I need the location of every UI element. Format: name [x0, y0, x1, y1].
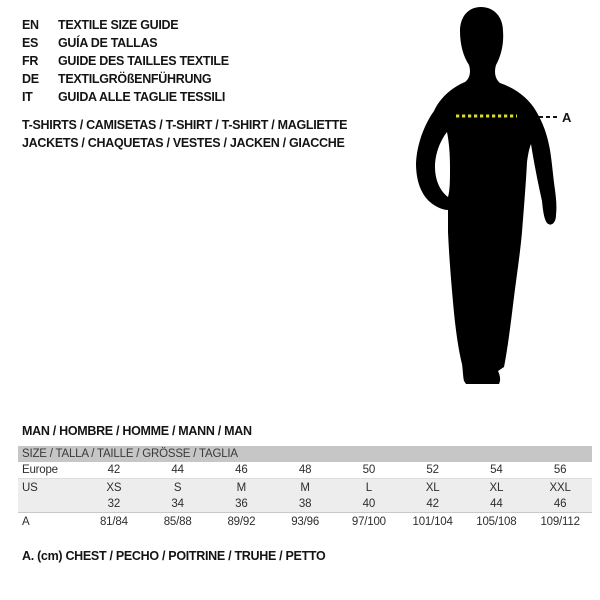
table-cell: 42: [426, 498, 439, 510]
table-cell: 85/88: [163, 516, 192, 528]
language-title: TEXTILE SIZE GUIDE: [58, 18, 179, 32]
table-cell: 50: [362, 464, 376, 476]
language-code: EN: [22, 18, 39, 32]
size-table: [18, 446, 592, 531]
language-title: GUÍA DE TALLAS: [58, 36, 158, 50]
language-code: FR: [22, 54, 39, 68]
category-line-tshirts: T-SHIRTS / CAMISETAS / T-SHIRT / T-SHIRT / MAGLIETTE: [22, 118, 348, 132]
measurement-label: A: [562, 109, 572, 125]
man-silhouette-path: [416, 7, 556, 384]
table-cell: M: [236, 481, 247, 494]
table-cell: 34: [171, 498, 184, 510]
table-cell: 38: [298, 498, 312, 510]
table-cell: 97/100: [351, 516, 386, 528]
table-cell: L: [365, 481, 372, 494]
language-code: DE: [22, 72, 39, 86]
table-cell: 40: [362, 498, 376, 510]
table-cell: 48: [298, 464, 312, 476]
table-cell: 52: [426, 464, 439, 476]
size-table-body: [18, 462, 592, 531]
callout-dashes: [539, 116, 558, 118]
table-cell: 81/84: [99, 516, 128, 528]
measurement-callout: [539, 110, 571, 124]
size-table-header: SIZE / TALLA / TAILLE / GRÖSSE / TAGLIA: [18, 446, 592, 462]
table-cell: 46: [235, 464, 248, 476]
category-line-jackets: JACKETS / CHAQUETAS / VESTES / JACKEN / GIACCHE: [22, 136, 345, 150]
table-cell: 54: [490, 464, 503, 476]
table-cell: S: [173, 481, 182, 494]
table-cell: XXL: [549, 481, 571, 494]
table-row: [18, 462, 592, 479]
table-cell: 44: [490, 498, 503, 510]
measurement-footnote: A. (cm) CHEST / PECHO / POITRINE / TRUHE / PETTO: [22, 549, 326, 563]
table-cell: 105/108: [476, 516, 517, 528]
table-cell: M: [300, 481, 310, 494]
table-cell: XL: [425, 481, 440, 494]
table-row: [18, 496, 592, 513]
table-cell: 56: [553, 464, 567, 476]
table-cell: 44: [171, 464, 184, 476]
table-cell: 32: [107, 498, 121, 510]
row-label: US: [22, 481, 38, 494]
section-title: MAN / HOMBRE / HOMME / MANN / MAN: [22, 424, 252, 438]
language-code: ES: [22, 36, 39, 50]
table-cell: XL: [489, 481, 504, 494]
language-title: GUIDE DES TAILLES TEXTILE: [58, 54, 229, 68]
table-cell: 109/112: [540, 516, 580, 528]
table-row: [18, 479, 592, 496]
language-title: GUIDA ALLE TAGLIE TESSILI: [58, 90, 226, 104]
table-cell: 46: [553, 498, 567, 510]
row-label: A: [22, 516, 30, 528]
language-code: IT: [22, 90, 33, 104]
table-cell: 42: [107, 464, 121, 476]
language-title: TEXTILGRÖßENFÜHRUNG: [58, 72, 212, 86]
row-label: Europe: [22, 464, 58, 476]
table-cell: 101/104: [412, 516, 453, 528]
table-cell: XS: [106, 481, 122, 494]
table-cell: 89/92: [227, 516, 256, 528]
table-cell: 36: [235, 498, 248, 510]
table-row: [18, 513, 592, 531]
table-cell: 93/96: [291, 516, 320, 528]
